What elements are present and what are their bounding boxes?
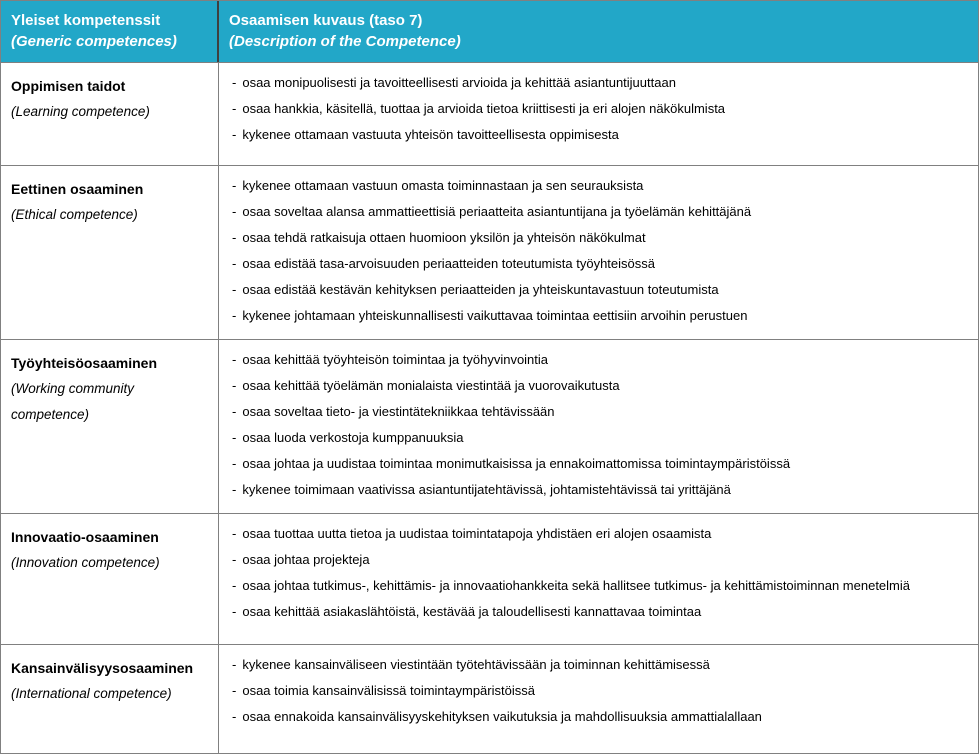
description-bullet: - osaa johtaa tutkimus-, kehittämis- ja innovaatiohankkeita sekä hallitsee tutkimus- ja kehittämistoiminnan menetelmiä [232,578,910,593]
bullet-dash: - [232,378,237,393]
competence-name-cell [1,63,219,165]
description-bullet: - osaa johtaa projekteja [232,552,370,567]
description-bullet: - osaa edistää tasa-arvoisuuden periaatteiden toteutumista työyhteisössä [232,256,655,271]
bullet-dash: - [232,456,237,471]
competence-title: Innovaatio-osaaminen [11,529,159,545]
table-row [1,340,978,514]
bullet-dash: - [232,256,237,271]
bullet-dash: - [232,204,237,219]
competence-name-cell [1,645,219,753]
description-bullet: - osaa ennakoida kansainvälisyyskehityksen vaikutuksia ja mahdollisuuksia ammattialallaan [232,709,762,724]
competence-description-cell [219,63,978,165]
competence-subtitle: (Ethical competence) [11,207,138,222]
bullet-dash: - [232,352,237,367]
table-row [1,63,978,166]
bullet-dash: - [232,578,237,593]
competence-description-cell [219,166,978,339]
description-bullet: - kykenee toimimaan vaativissa asiantuntijatehtävissä, johtamistehtävissä tai yrittäjänä [232,482,731,497]
bullet-dash: - [232,404,237,419]
description-bullet: - osaa soveltaa tieto- ja viestintätekniikkaa tehtävissään [232,404,555,419]
competence-subtitle: (International competence) [11,686,172,701]
header-cell-generic-competences [1,1,219,62]
header-subtitle-en: (Description of the Competence) [229,33,461,50]
bullet-dash: - [232,230,237,245]
header-cell-description [219,1,978,62]
bullet-dash: - [232,709,237,724]
description-bullet: - osaa tehdä ratkaisuja ottaen huomioon yksilön ja yhteisön näkökulmat [232,230,646,245]
competence-name-cell [1,514,219,644]
competence-description-cell [219,645,978,753]
description-bullet: - kykenee ottamaan vastuun omasta toiminnastaan ja sen seurauksista [232,178,644,193]
description-bullet: - osaa kehittää työyhteisön toimintaa ja työhyvinvointia [232,352,549,367]
competence-subtitle: (Learning competence) [11,104,150,119]
bullet-dash: - [232,127,237,142]
bullet-dash: - [232,683,237,698]
competence-subtitle: (Working community competence) [11,381,135,422]
bullet-dash: - [232,482,237,497]
bullet-dash: - [232,101,237,116]
table-row [1,645,978,753]
bullet-dash: - [232,604,237,619]
description-bullet: - osaa johtaa ja uudistaa toimintaa monimutkaisissa ja ennakoimattomissa toimintaympäristöissä [232,456,791,471]
description-bullet: - kykenee johtamaan yhteiskunnallisesti vaikuttavaa toimintaa eettisiin arvoihin perustuen [232,308,748,323]
table-header-row [1,1,978,63]
description-bullet: - osaa hankkia, käsitellä, tuottaa ja arvioida tietoa kriittisesti ja eri alojen näkökulmista [232,101,726,116]
description-bullet: - osaa kehittää asiakaslähtöistä, kestävää ja taloudellisesti kannattavaa toimintaa [232,604,702,619]
bullet-dash: - [232,657,237,672]
competence-name-cell [1,166,219,339]
header-title-fi: Osaamisen kuvaus (taso 7) [229,12,423,29]
competence-description-cell [219,340,978,513]
competence-title: Eettinen osaaminen [11,181,144,197]
bullet-dash: - [232,308,237,323]
table-body [1,63,978,753]
description-bullet: - kykenee kansainväliseen viestintään työtehtävissään ja toiminnan kehittämisessä [232,657,710,672]
bullet-dash: - [232,526,237,541]
bullet-dash: - [232,75,237,90]
bullet-dash: - [232,282,237,297]
description-bullet: - osaa monipuolisesti ja tavoitteellisesti arvioida ja kehittää asiantuntijuuttaan [232,75,676,90]
competence-description-cell [219,514,978,644]
competence-title: Oppimisen taidot [11,78,126,94]
header-title-fi: Yleiset kompetenssit [11,12,161,29]
competence-name-cell [1,340,219,513]
competence-title: Työyhteisöosaaminen [11,355,158,371]
header-subtitle-en: (Generic competences) [11,33,177,50]
description-bullet: - osaa soveltaa alansa ammattieettisiä periaatteita asiantuntijana ja työelämän kehittäjänä [232,204,752,219]
description-bullet: - osaa luoda verkostoja kumppanuuksia [232,430,464,445]
description-bullet: - osaa toimia kansainvälisissä toimintaympäristöissä [232,683,535,698]
description-bullet: - osaa kehittää työelämän monialaista viestintää ja vuorovaikutusta [232,378,620,393]
table-row [1,166,978,340]
description-bullet: - kykenee ottamaan vastuuta yhteisön tavoitteellisesta oppimisesta [232,127,619,142]
description-bullet: - osaa edistää kestävän kehityksen periaatteiden ja yhteiskuntavastuun toteutumista [232,282,719,297]
description-bullet: - osaa tuottaa uutta tietoa ja uudistaa toimintatapoja yhdistäen eri alojen osaamista [232,526,712,541]
bullet-dash: - [232,430,237,445]
bullet-dash: - [232,178,237,193]
table-row [1,514,978,645]
bullet-dash: - [232,552,237,567]
competence-title: Kansainvälisyysosaaminen [11,660,194,676]
competence-subtitle: (Innovation competence) [11,555,160,570]
